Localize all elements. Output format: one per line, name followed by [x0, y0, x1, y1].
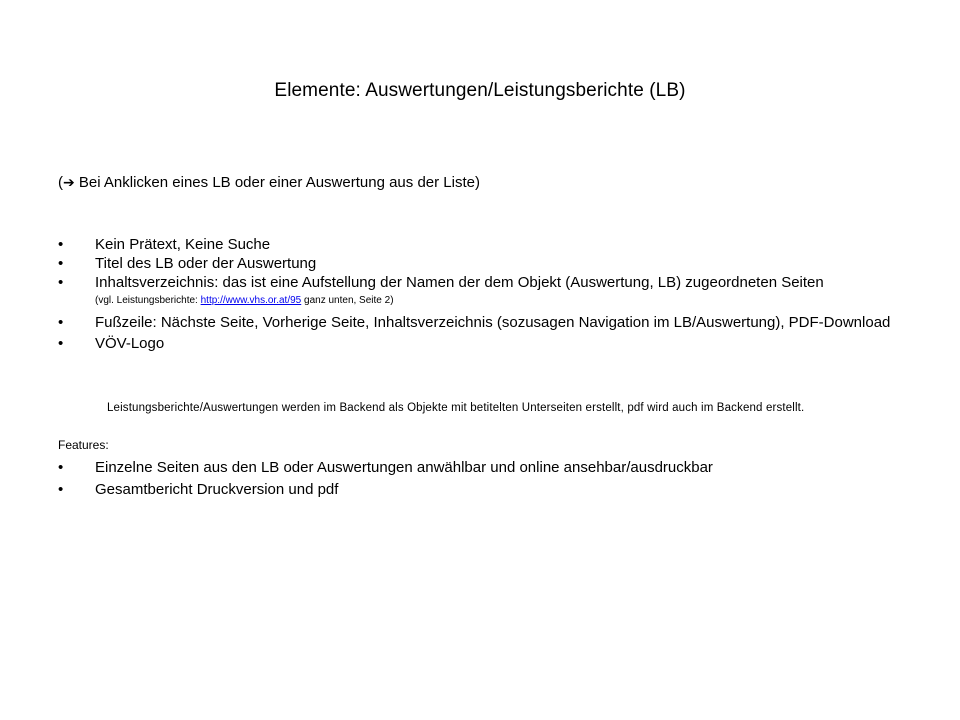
bullet-text: Kein Prätext, Keine Suche: [95, 236, 271, 253]
intro-text: Bei Anklicken eines LB oder einer Auswertung aus der Liste): [74, 174, 480, 191]
reference-note: [95, 292, 918, 313]
slide-title: Elemente: Auswertungen/Leistungsberichte (LB): [274, 80, 686, 101]
reference-link[interactable]: http://www.vhs.or.at/95: [200, 295, 302, 306]
feature-text: Einzelne Seiten aus den LB oder Auswertungen anwählbar und online ansehbar/ausdruckbar: [95, 459, 713, 476]
feature-item-single-pages: [58, 458, 918, 478]
feature-text: Gesamtbericht Druckversion und pdf: [95, 481, 339, 498]
bullet-item-toc: [58, 273, 918, 313]
intro-open-paren: (: [58, 174, 63, 191]
bullet-item-title: [58, 254, 918, 273]
bullet-item-no-pretext: [58, 235, 918, 254]
right-arrow-icon: ➔: [63, 175, 75, 191]
bullet-item-logo: [58, 334, 918, 353]
features-label: Features:: [58, 438, 109, 452]
bullet-text: Inhaltsverzeichnis: das ist eine Aufstellung der Namen der dem Objekt (Auswertung, LB) zugeordneten Seiten: [95, 274, 824, 291]
feature-item-full-report: [58, 480, 918, 500]
bullet-dot: •: [58, 481, 64, 498]
bullet-text: VÖV-Logo: [95, 335, 165, 352]
bullet-dot: •: [58, 236, 64, 253]
bullet-dot: •: [58, 255, 64, 272]
bullet-text: Fußzeile: Nächste Seite, Vorherige Seite, Inhaltsverzeichnis (sozusagen Navigation im LB/Auswertung), PDF-Download: [95, 314, 891, 331]
bullet-dot: •: [58, 335, 64, 352]
backend-footnote: Leistungsberichte/Auswertungen werden im Backend als Objekte mit betitelten Unterseiten erstellt, pdf wird auch im Backend erstellt.: [107, 402, 805, 414]
reference-suffix: ganz unten, Seite 2): [301, 295, 394, 306]
bullet-dot: •: [58, 459, 64, 476]
bullet-dot: •: [58, 314, 64, 331]
feature-list: [58, 458, 918, 502]
reference-prefix: (vgl. Leistungsberichte:: [95, 295, 201, 306]
bullet-item-footer: [58, 313, 918, 332]
bullet-dot: •: [58, 274, 64, 291]
intro-line: [58, 173, 480, 193]
bullet-text: Titel des LB oder der Auswertung: [95, 255, 317, 272]
element-bullet-list: [58, 235, 918, 353]
